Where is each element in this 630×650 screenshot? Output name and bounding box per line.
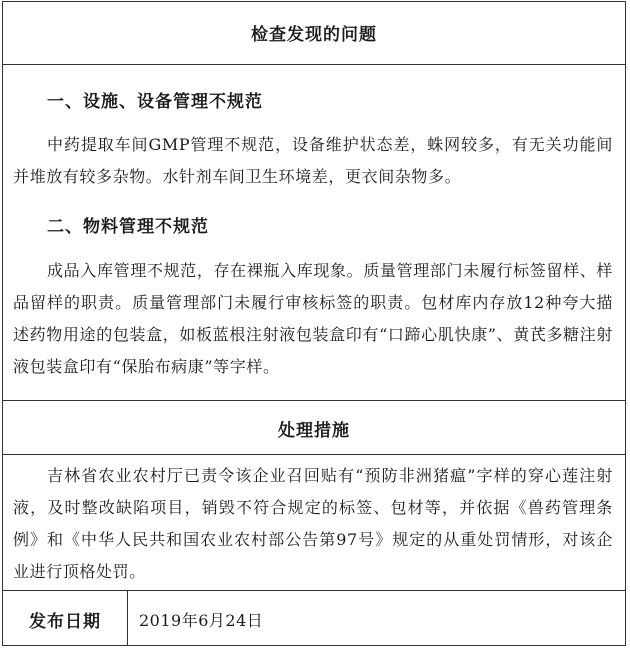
- measures-text: 吉林省农业农村厅已责令该企业召回贴有“预防非洲猪瘟”字样的穿心莲注射液，及时整改缺陷项目，销毁不符合规定的标签、包材等，并依据《兽药管理条例》和《中华人民共和国农业农村部公告第97号》规定的从重处罚情形，对该企业进行顶格处罚。: [13, 466, 613, 581]
- section-text-facilities: 中药提取车间GMP管理不规范，设备维护状态差，蛛网较多，有无关功能间并堆放有较多杂物。水针剂车间卫生环境差，更衣间杂物多。: [13, 135, 613, 186]
- column-divider: [127, 590, 128, 646]
- section-text-materials: 成品入库管理不规范，存在裸瓶入库现象。质量管理部门未履行标签留样、样品留样的职责。质量管理部门未履行审核标签的职责。包材库内存放12种夸大描述药物用途的包装盒，如板蓝根注射液包装盒印有“口蹄心肌快康”、黄芪多糖注射液包装盒印有“保胎布病康”等字样。: [13, 261, 613, 376]
- divider: [3, 400, 625, 401]
- divider: [3, 590, 625, 591]
- publish-date-value: 2019年6月24日: [139, 611, 264, 630]
- divider: [3, 454, 625, 455]
- problems-header: 检查发现的问题: [251, 25, 377, 45]
- section-title-materials: 二、物料管理不规范: [47, 217, 209, 237]
- inspection-table: [2, 1, 626, 646]
- measures-header: 处理措施: [278, 421, 350, 441]
- divider: [3, 64, 625, 65]
- section-title-facilities: 一、设施、设备管理不规范: [47, 92, 263, 112]
- publish-date-label: 发布日期: [29, 612, 101, 632]
